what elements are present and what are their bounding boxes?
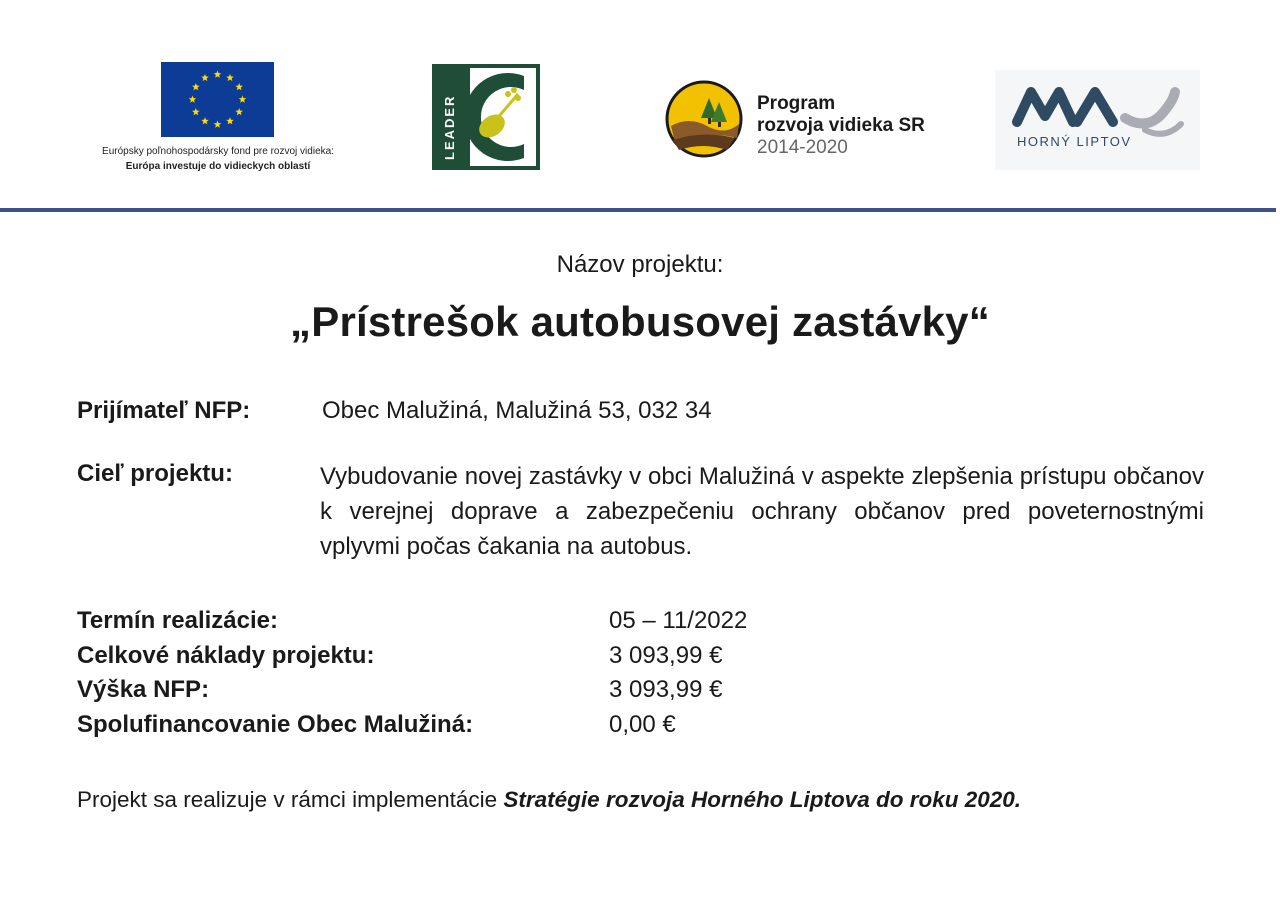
term-label: Termín realizácie: — [77, 607, 278, 635]
eu-star-icon — [192, 83, 200, 90]
mas-horny-liptov-logo — [995, 70, 1200, 170]
cofinancing-label: Spolufinancovanie Obec Malužiná: — [77, 710, 474, 738]
mas-text: HORNÝ LIPTOV — [1017, 134, 1132, 149]
recipient-label: Prijímateľ NFP: — [77, 397, 251, 424]
project-facts-table — [77, 604, 877, 742]
eu-star-icon — [214, 71, 222, 78]
table-row — [77, 639, 877, 674]
goal-value: Vybudovanie novej zastávky v obci Malužiná v aspekte zlepšenia prístupu občanov k verejnej doprave a zabezpečeniu ochrany občanov pred poveternostnými vplyvmi počas čakania na autobus. — [320, 463, 1204, 560]
eu-caption-line1: Európsky poľnohospodársky fond pre rozvoj vidieka: — [102, 146, 334, 157]
header-rule — [0, 208, 1276, 212]
total-cost-value: 3 093,99 € — [609, 641, 723, 669]
table-row — [77, 673, 877, 708]
goal-label: Cieľ projektu: — [77, 460, 233, 487]
eu-flag-logo — [161, 62, 274, 137]
recipient-value: Obec Malužiná, Malužiná 53, 032 34 — [322, 397, 712, 424]
total-cost-label: Celkové náklady projektu: — [77, 641, 375, 669]
eu-star-icon — [214, 121, 222, 128]
prv-badge-logo — [665, 80, 743, 158]
table-row — [77, 708, 877, 743]
eu-star-icon — [235, 83, 243, 90]
project-title: „Prístrešok autobusovej zastávky“ — [290, 298, 990, 345]
nfp-amount-label: Výška NFP: — [77, 676, 210, 704]
eu-star-icon — [239, 96, 247, 103]
eu-caption — [60, 144, 376, 174]
project-name-label: Názov projektu: — [556, 251, 724, 278]
leader-text: LEADER — [442, 94, 457, 160]
prv-title-line1: Program — [757, 93, 836, 114]
eu-star-icon — [235, 108, 243, 115]
cofinancing-value: 0,00 € — [609, 710, 676, 738]
eu-star-icon — [189, 96, 197, 103]
eu-star-icon — [201, 117, 209, 124]
eu-stars-icon — [161, 62, 274, 137]
eu-star-icon — [226, 117, 234, 124]
footer-note — [77, 787, 1021, 813]
prv-logo-text — [757, 93, 925, 159]
footer-strategy: Stratégie rozvoja Horného Liptova do roku 2020. — [503, 787, 1022, 812]
eu-star-icon — [192, 108, 200, 115]
prv-years: 2014-2020 — [757, 137, 848, 158]
table-row — [77, 604, 877, 639]
eu-caption-line2: Európa investuje do vidieckych oblastí — [125, 161, 311, 172]
term-value: 05 – 11/2022 — [609, 607, 748, 635]
prv-title-line2: rozvoja vidieka SR — [757, 115, 925, 136]
footer-prefix: Projekt sa realizuje v rámci implementácie — [77, 787, 504, 812]
nfp-amount-value: 3 093,99 € — [609, 676, 723, 704]
leader-logo — [432, 64, 540, 170]
eu-star-icon — [201, 74, 209, 81]
eu-star-icon — [226, 74, 234, 81]
